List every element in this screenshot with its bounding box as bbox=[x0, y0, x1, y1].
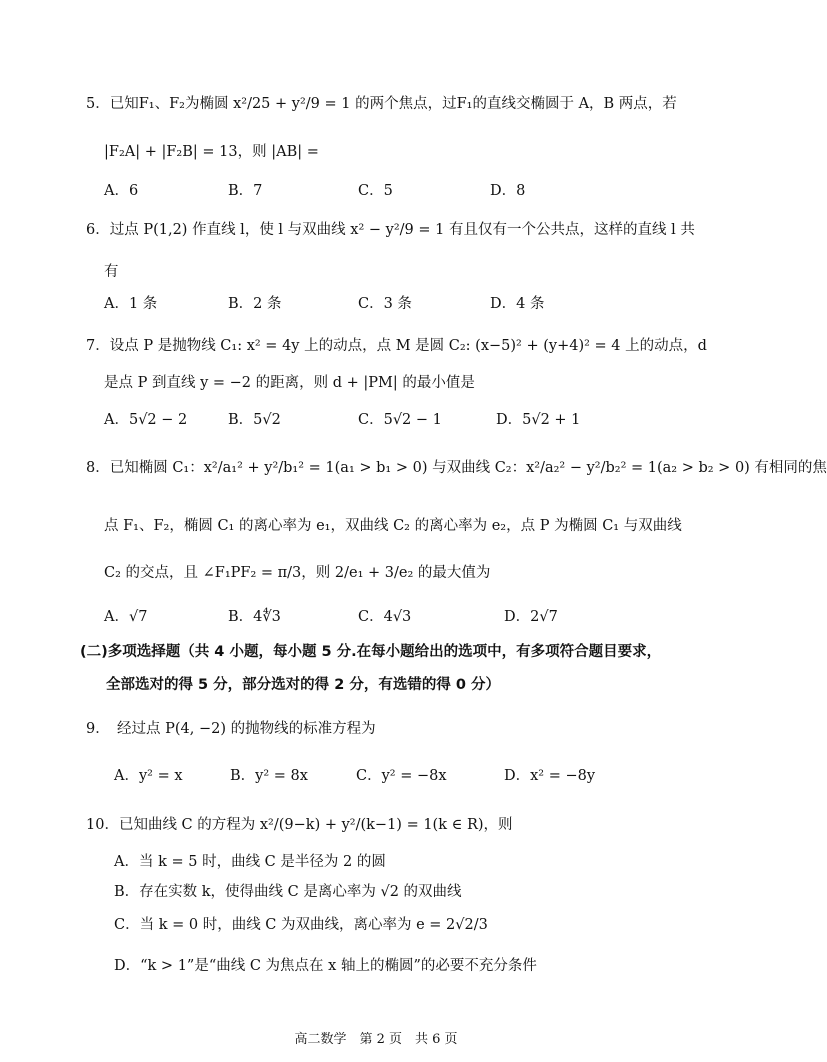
q9-option-a: A．y² = x bbox=[114, 768, 183, 784]
q9-line1: 9． 经过点 P(4, −2) 的抛物线的标准方程为 bbox=[86, 721, 376, 737]
q6-line1: 6．过点 P(1,2) 作直线 l，使 l 与双曲线 x² − y²/9 = 1 有且仅有一个公共点，这样的直线 l 共 bbox=[86, 222, 695, 238]
q5-option-c: C．5 bbox=[358, 183, 393, 199]
q8-option-b: B．4∜3 bbox=[228, 609, 281, 625]
q10-options bbox=[114, 852, 386, 872]
q5-line2: |F₂A| + |F₂B| = 13，则 |AB| = bbox=[104, 144, 319, 160]
q10-option-c: C．当 k = 0 时，曲线 C 为双曲线，离心率为 e = 2√2/3 bbox=[114, 917, 488, 933]
section2-header-line2: 全部选对的得 5 分，部分选对的得 2 分，有选错的得 0 分） bbox=[106, 677, 501, 693]
q10-option-d-wrap bbox=[114, 956, 537, 976]
q7-option-a: A．5√2 − 2 bbox=[104, 412, 188, 428]
q8-line3: C₂ 的交点，且 ∠F₁PF₂ = π/3，则 2/e₁ + 3/e₂ 的最大值为 bbox=[104, 565, 491, 581]
section2-header-line1: (二)多项选择题（共 4 小题，每小题 5 分.在每小题给出的选项中，有多项符合题目要求， bbox=[80, 644, 662, 660]
q10-option-c-wrap bbox=[114, 915, 488, 935]
q9-option-c: C．y² = −8x bbox=[356, 768, 447, 784]
q7-option-c: C．5√2 − 1 bbox=[358, 412, 442, 428]
q7-line1: 7．设点 P 是抛物线 C₁: x² = 4y 上的动点，点 M 是圆 C₂: (x−5)² + (y+4)² = 4 上的动点，d bbox=[86, 338, 707, 354]
q6-option-c: C．3 条 bbox=[358, 296, 412, 312]
q7-option-b: B．5√2 bbox=[228, 412, 281, 428]
q5-option-a: A．6 bbox=[104, 183, 139, 199]
page-footer: 高二数学 第 2 页 共 6 页 bbox=[294, 1032, 458, 1047]
q8-option-a: A．√7 bbox=[104, 609, 148, 625]
q5-line1: 5．已知F₁、F₂为椭圆 x²/25 + y²/9 = 1 的两个焦点，过F₁的直线交椭圆于 A，B 两点，若 bbox=[86, 96, 677, 112]
q5-option-b: B．7 bbox=[228, 183, 263, 199]
q8-option-c: C．4√3 bbox=[358, 609, 412, 625]
q10-line1: 10．已知曲线 C 的方程为 x²/(9−k) + y²/(k−1) = 1(k ∈ R)，则 bbox=[86, 817, 513, 833]
q9-option-d: D．x² = −8y bbox=[504, 768, 596, 784]
q7-option-d: D．5√2 + 1 bbox=[496, 412, 581, 428]
q8-line2: 点 F₁、F₂，椭圆 C₁ 的离心率为 e₁，双曲线 C₂ 的离心率为 e₂，点 P 为椭圆 C₁ 与双曲线 bbox=[104, 518, 682, 534]
q6-option-b: B．2 条 bbox=[228, 296, 282, 312]
q9-option-b: B．y² = 8x bbox=[230, 768, 308, 784]
q10-option-a: A．当 k = 5 时，曲线 C 是半径为 2 的圆 bbox=[114, 854, 386, 870]
q8-line1: 8．已知椭圆 C₁：x²/a₁² + y²/b₁² = 1(a₁ > b₁ > 0) 与双曲线 C₂：x²/a₂² − y²/b₂² = 1(a₂ > b₂ > 0) 有相同的焦 bbox=[86, 460, 827, 476]
q6-line2: 有 bbox=[104, 264, 119, 280]
q10-option-b-wrap bbox=[114, 882, 462, 902]
q5-option-d: D．8 bbox=[490, 183, 526, 199]
q8-option-d: D．2√7 bbox=[504, 609, 558, 625]
q6-option-d: D．4 条 bbox=[490, 296, 545, 312]
q10-option-d: D．“k > 1”是“曲线 C 为焦点在 x 轴上的椭圆”的必要不充分条件 bbox=[114, 958, 537, 974]
q10-option-b: B．存在实数 k，使得曲线 C 是离心率为 √2 的双曲线 bbox=[114, 884, 462, 900]
q7-line2: 是点 P 到直线 y = −2 的距离，则 d + |PM| 的最小值是 bbox=[104, 375, 475, 391]
q6-option-a: A．1 条 bbox=[104, 296, 158, 312]
